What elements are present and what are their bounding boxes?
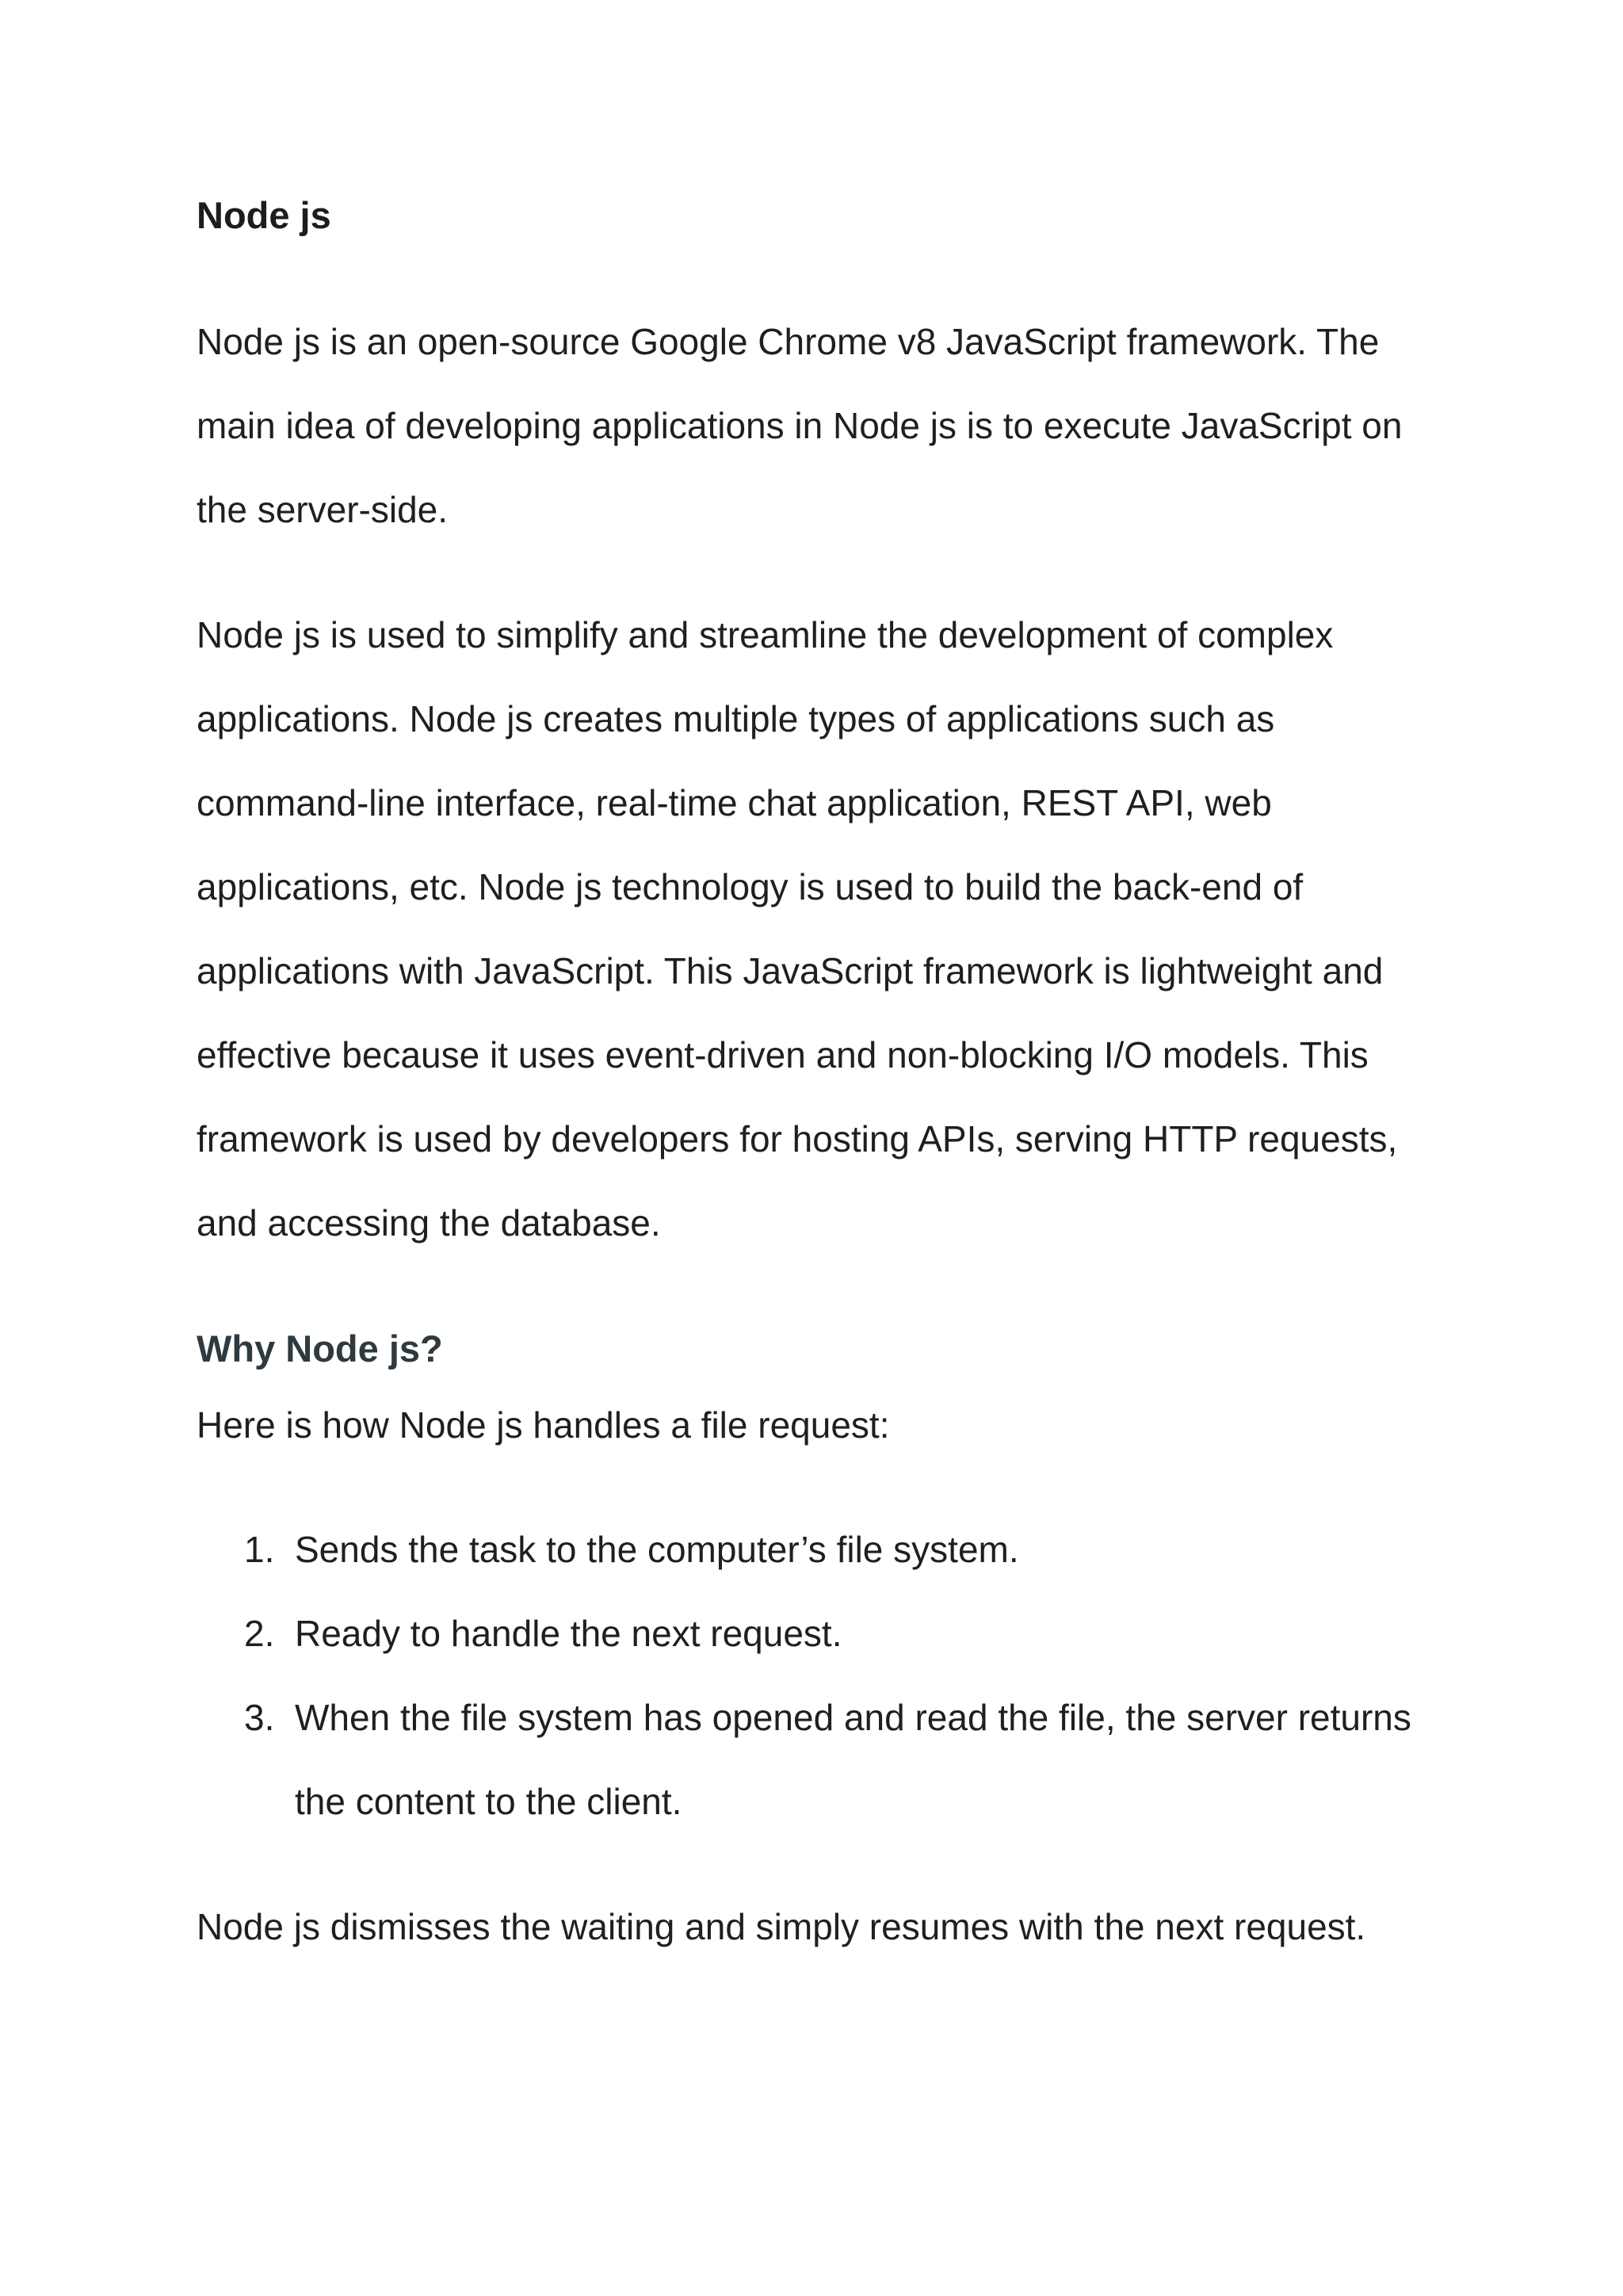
list-item xyxy=(197,1591,1433,1675)
list-item-number: 3. xyxy=(244,1697,275,1738)
paragraph-details: Node js is used to simplify and streamline the development of complex applications. Node js creates multiple types of applications such as command-line interface, real-time chat application, REST API, web applications, etc. Node js technology is used to build the back-end of applications with JavaScript. This JavaScript framework is lightweight and effective because it uses event-driven and non-blocking I/O models. This framework is used by developers for hosting APIs, serving HTTP requests, and accessing the database. xyxy=(197,614,1398,1244)
section-heading: Why Node js? xyxy=(197,1328,443,1370)
closing-paragraph: Node js dismisses the waiting and simply resumes with the next request. xyxy=(197,1906,1366,1947)
list-item-text: When the file system has opened and read the file, the server returns the content to the client. xyxy=(295,1697,1411,1822)
section-intro: Here is how Node js handles a file request: xyxy=(197,1404,890,1446)
list-item-text: Ready to handle the next request. xyxy=(295,1613,842,1654)
paragraph-intro: Node js is an open-source Google Chrome v8 JavaScript framework. The main idea of developing applications in Node js is to execute JavaScript on the server-side. xyxy=(197,321,1403,530)
steps-list xyxy=(197,1507,1433,1843)
list-item xyxy=(197,1675,1433,1843)
list-item-text: Sends the task to the computer’s file system. xyxy=(295,1529,1019,1570)
list-item-number: 1. xyxy=(244,1529,275,1570)
document-title: Node js xyxy=(197,194,331,236)
list-item xyxy=(197,1507,1433,1591)
list-item-number: 2. xyxy=(244,1613,275,1654)
